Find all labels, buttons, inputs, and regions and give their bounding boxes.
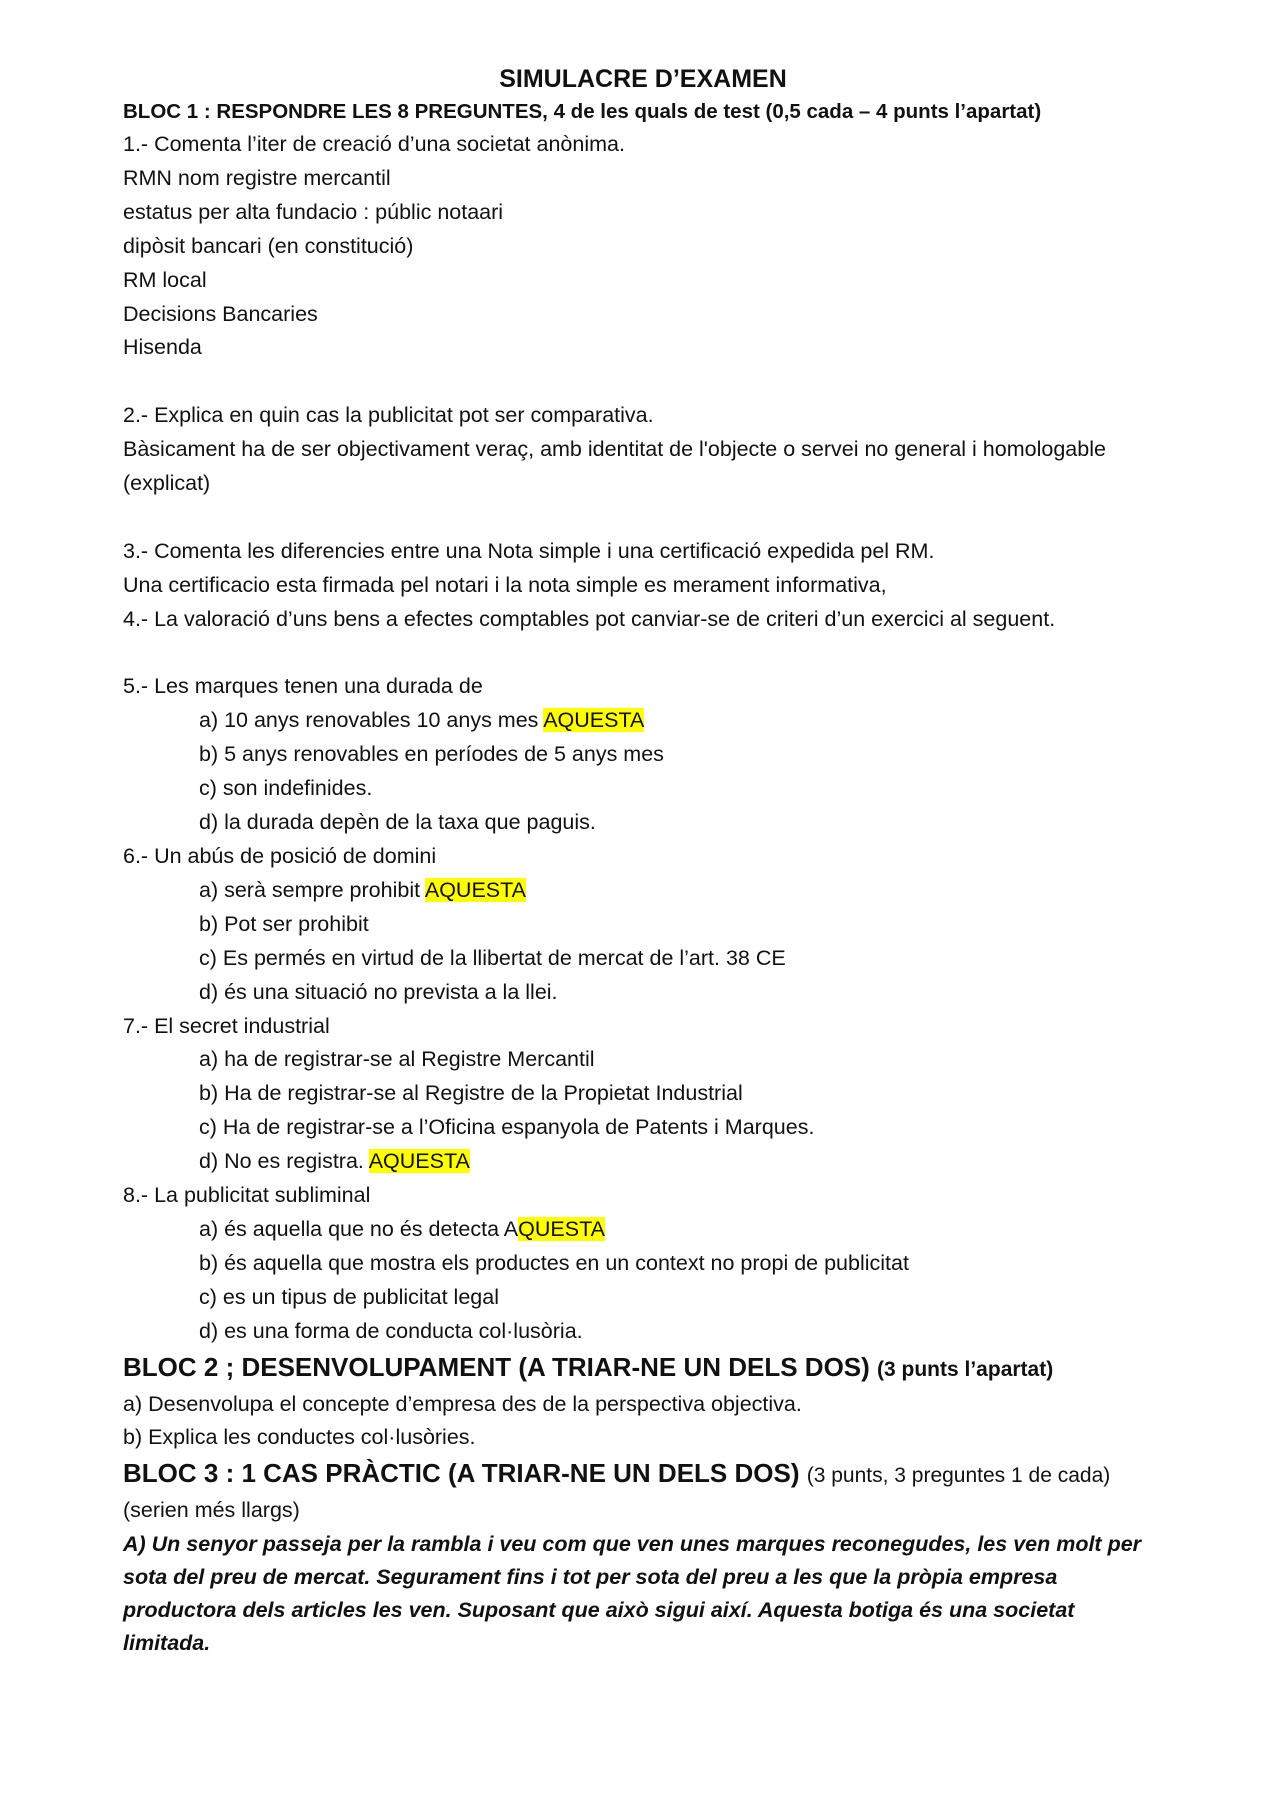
option-d: d) la durada depèn de la taxa que paguis.: [199, 810, 596, 835]
option-b: b) 5 anys renovables en períodes de 5 anys mes: [199, 742, 664, 767]
bloc1-heading: BLOC 1 : RESPONDRE LES 8 PREGUNTES, 4 de les quals de test (0,5 cada – 4 punts l’apartat): [123, 100, 1042, 123]
exam-document: [123, 62, 1163, 1660]
option-c: c) Es permés en virtud de la llibertat de mercat de l’art. 38 CE: [199, 945, 786, 970]
bloc3-heading: [123, 1455, 1163, 1494]
question-8: 8.- La publicitat subliminal: [123, 1183, 371, 1208]
option-c: c) es un tipus de publicitat legal: [199, 1284, 499, 1309]
bloc2-points: (3 punts l’apartat): [877, 1357, 1054, 1381]
question-1: 1.- Comenta l’iter de creació d’una societat anònima.: [123, 132, 625, 156]
question-7: 7.- El secret industrial: [123, 1013, 330, 1038]
question-3: 3.- Comenta les diferencies entre una Nota simple i una certificació expedida pel RM.: [123, 538, 935, 563]
answer-line: Decisions Bancaries: [123, 301, 318, 326]
option-text: a) serà sempre prohibit: [199, 877, 425, 902]
option-text: d) No es registra.: [199, 1149, 369, 1174]
document-title: SIMULACRE D’EXAMEN: [499, 65, 787, 93]
highlighted-answer-marker: AQUESTA: [424, 877, 527, 902]
option-d: [123, 1145, 1163, 1179]
answer-2: Bàsicament ha de ser objectivament veraç, amb identitat de l'objecte o servei no general i homologable (explicat): [123, 437, 1106, 496]
option-b: b) Ha de registrar-se al Registre de la Propietat Industrial: [199, 1081, 743, 1106]
option-text: a) és aquella que no és detecta A: [199, 1216, 519, 1241]
question-2: 2.- Explica en quin cas la publicitat pot ser comparativa.: [123, 403, 654, 428]
option-a: [123, 874, 1163, 908]
highlighted-answer-marker: AQUESTA: [368, 1149, 470, 1174]
question-5: 5.- Les marques tenen una durada de: [123, 674, 483, 699]
answer-line: Hisenda: [123, 335, 202, 360]
bloc2-heading: [123, 1349, 1163, 1388]
highlighted-answer-marker: QUESTA: [518, 1216, 605, 1241]
answer-line: dipòsit bancari (en constitució): [123, 233, 414, 258]
option-b: b) és aquella que mostra els productes en un context no propi de publicitat: [199, 1250, 909, 1275]
option-c: c) son indefinides.: [199, 776, 373, 801]
option-c: c) Ha de registrar-se a l’Oficina espanyola de Patents i Marques.: [199, 1115, 815, 1140]
bloc3-title: BLOC 3 : 1 CAS PRÀCTIC (A TRIAR-NE UN DELS DOS): [123, 1458, 807, 1489]
bloc3-note: (serien més llargs): [123, 1498, 300, 1523]
option-b: b) Pot ser prohibit: [199, 911, 369, 936]
answer-line: RMN nom registre mercantil: [123, 165, 391, 190]
spacer: [123, 637, 1163, 671]
bloc2-title: BLOC 2 ; DESENVOLUPAMENT (A TRIAR-NE UN DELS DOS): [123, 1351, 878, 1382]
option-text: a) 10 anys renovables 10 anys mes: [199, 708, 544, 733]
option-d: d) es una forma de conducta col·lusòria.: [199, 1318, 583, 1343]
highlighted-answer-marker: AQUESTA: [543, 708, 645, 733]
option-a: a) ha de registrar-se al Registre Mercantil: [199, 1047, 595, 1072]
bloc2-option-b: b) Explica les conductes col·lusòries.: [123, 1425, 476, 1450]
option-d: d) és una situació no prevista a la llei.: [199, 979, 558, 1004]
case-a-text: A) Un senyor passeja per la rambla i veu com que ven unes marques reconegudes, les ven molt per sota del preu de mercat. Segurament fins i tot per sota del preu a les que la pròpia empresa productora dels articles les ven. Suposant que això sigui així. Aquesta botiga és una societat limitada.: [123, 1532, 1142, 1656]
option-a: [123, 1213, 1163, 1247]
answer-3: Una certificacio esta firmada pel notari i la nota simple es merament informativa,: [123, 572, 887, 597]
answer-line: RM local: [123, 267, 207, 292]
option-a: [123, 704, 1163, 738]
answer-line: estatus per alta fundacio : públic notaari: [123, 199, 504, 224]
bloc2-option-a: a) Desenvolupa el concepte d’empresa des de la perspectiva objectiva.: [123, 1391, 802, 1416]
spacer: [123, 501, 1163, 535]
question-6: 6.- Un abús de posició de domini: [123, 843, 437, 868]
bloc3-points: (3 punts, 3 preguntes 1 de cada): [806, 1464, 1111, 1488]
question-4: 4.- La valoració d’uns bens a efectes comptables pot canviar-se de criteri d’un exercici al seguent.: [123, 606, 1056, 631]
spacer: [123, 365, 1163, 399]
